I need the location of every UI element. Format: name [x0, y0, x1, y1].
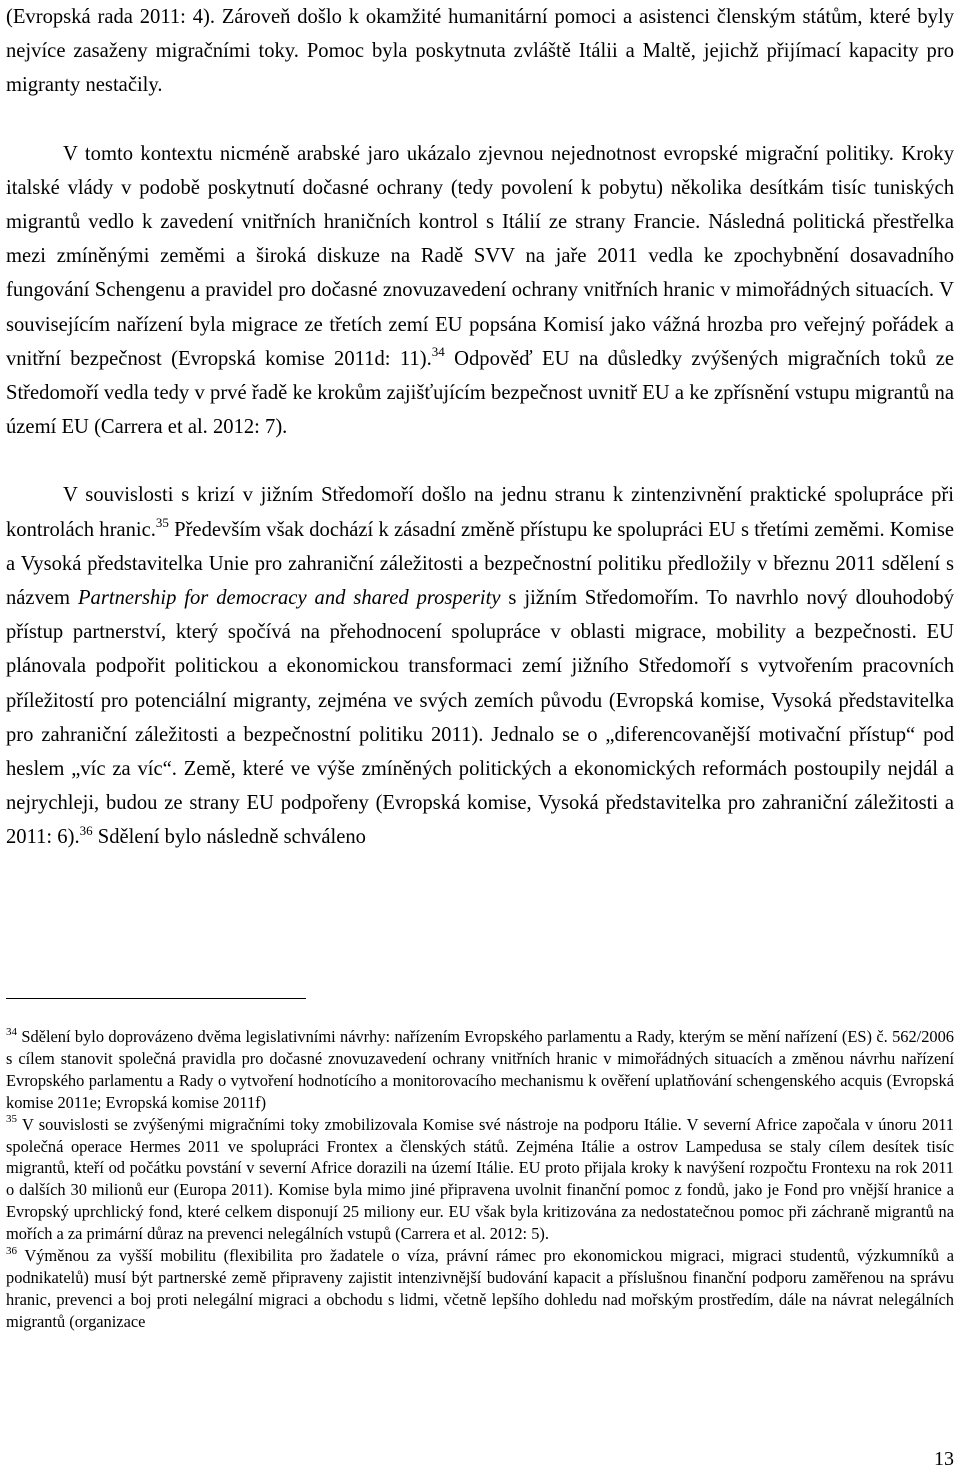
- paragraph-3-text-b: Především však dochází k zásadní změně přístupu ke spolupráci EU s třetími zeměmi. Komise a Vysoká představitelka Unie pro zahraniční záležitosti a bezpečnostní politiku předložily v březnu 2011 sdělení s názvem: [6, 518, 954, 610]
- paragraph-gap: [6, 103, 954, 137]
- main-text: [6, 0, 954, 855]
- paragraph-1: (Evropská rada 2011: 4). Zároveň došlo k okamžité humanitární pomoci a asistenci členským státům, které byly nejvíce zasaženy migračními toky. Pomoc byla poskytnuta zvláště Itálii a Maltě, jejichž přijímací kapacity pro migranty nestačily.: [6, 6, 954, 97]
- page-number: 13: [934, 1448, 954, 1470]
- paragraph-2-text-a: V tomto kontextu nicméně arabské jaro ukázalo zjevnou nejednotnost evropské migrační politiky. Kroky italské vlády v podobě poskytnutí dočasné ochrany (tedy povolení k pobytu) několika desítkám tisíc tuniských migrantů vedlo k zavedení vnitřních hraničních kontrol s Itálií ze strany Francie. Následná politická přestřelka mezi zmíněnými zeměmi a široká diskuze na Radě SVV na jaře 2011 vedla ke zpochybnění dosavadního fungování Schengenu a pravidel pro dočasné znovuzavedení ochrany vnitřních hranic v mimořádných situacích. V souvisejícím nařízení byla migrace ze třetích zemí EU popsána Komisí jako vážná hrozba pro veřejný pořádek a vnitřní bezpečnost (Evropská komise 2011d: 11).: [6, 142, 954, 370]
- footnote-number: 36: [6, 1244, 17, 1257]
- communication-title: Partnership for democracy and shared prosperity: [77, 587, 501, 610]
- footnote-text: V souvislosti se zvýšenými migračními toky zmobilizovala Komise své nástroje na podporu Itálie. V severní Africe započala v únoru 2011 společná operace Hermes 2011 ve spolupráci Frontex a členských států. Zejména Itálie a ostrov Lampedusa se staly cílem desítek tisíc migrantů, kteří od počátku povstání v severní Africe dorazili na území Itálie. EU proto přijala kroky k navýšení rozpočtu Frontexu na rok 2011 o dalších 30 milionů eur (Europa 2011). Komise byla mimo jiné připravena uvolnit finanční pomoc z fondů, jako je Fond pro vnější hranice a Evropský uprchlický fond, které celkem disponují 25 miliony eur. EU však byla kritizována za nedostatečnou pomoc při záchraně migrantů na mořích a za primární důraz na prevenci nelegálních vstupů (Carrera et al. 2012: 5).: [6, 1114, 954, 1244]
- paragraph-3-text-d: Sdělení bylo následně schváleno: [92, 826, 366, 849]
- footnote-34: [6, 1026, 954, 1114]
- footnotes: [6, 1026, 954, 1333]
- footnote-separator: [6, 998, 306, 999]
- document-page: [6, 0, 954, 1331]
- footnote-text: Výměnou za vyšší mobilitu (flexibilita pro žadatele o víza, právní rámec pro ekonomickou migraci, migraci studentů, výzkumníků a podnikatelů) musí být partnerské země připraveny zajistit intenzivnější budování kapacit a příslušnou finanční podporu zaměřenou na správu hranic, prevenci a boj proti nelegální migraci a obchodu s lidmi, včetně lepšího dohledu nad mořským prostředím, dále na návrat nelegálních migrantů (organizace: [6, 1246, 954, 1331]
- paragraph-gap: [6, 444, 954, 478]
- footnote-ref-34[interactable]: 34: [431, 343, 445, 359]
- footnote-35: [6, 1114, 954, 1245]
- footnote-number: 34: [6, 1025, 17, 1038]
- paragraph-3: [6, 478, 954, 854]
- footnote-36: [6, 1245, 954, 1333]
- paragraph-2: [6, 137, 954, 445]
- footnote-ref-36[interactable]: 36: [79, 822, 93, 838]
- footnote-text: Sdělení bylo doprovázeno dvěma legislativními návrhy: nařízením Evropského parlamentu a Rady, kterým se mění nařízení (ES) č. 562/2006 s cílem stanovit společná pravidla pro dočasné znovuzavedení ochrany vnitřních hranic v mimořádných situacích a změnou návrhu nařízení Evropského parlamentu a Rady o vytvoření hodnotícího a monitorovacího mechanismu k ověření uplatňování schengenského acquis (Evropská komise 2011e; Evropská komise 2011f): [6, 1027, 954, 1112]
- paragraph-3-text-c: s jižním Středomořím. To navrhlo nový dlouhodobý přístup partnerství, který spočívá na přehodnocení spolupráce v oblasti migrace, mobility a bezpečnosti. EU plánovala podpořit politickou a ekonomickou transformaci zemí jižního Středomoří s vytvořením pracovních příležitostí pro potenciální migranty, zejména ve svých zemích původu (Evropská komise, Vysoká představitelka pro zahraniční záležitosti a bezpečnostní politiku 2011). Jednalo se o „diferencovanější motivační přístup“ pod heslem „víc za víc“. Země, které ve výše zmíněných politických a ekonomických reformách postoupily nejdál a nejrychleji, budou ze strany EU podpořeny (Evropská komise, Vysoká představitelka pro zahraniční záležitosti a 2011: 6).: [6, 587, 954, 849]
- footnote-number: 35: [6, 1113, 17, 1126]
- footnote-ref-35[interactable]: 35: [155, 514, 169, 530]
- paragraph-3-text-a: V souvislosti s krizí v jižním Středomoří došlo na jednu stranu k zintenzivnění praktické spolupráce při kontrolách hranic.: [6, 484, 954, 541]
- paragraph-2-text-b: Odpověď EU na důsledky zvýšených migračních toků ze Středomoří vedla tedy v prvé řadě ke krokům zajišťujícím bezpečnost uvnitř EU a ke zpřísnění vstupu migrantů na území EU (Carrera et al. 2012: 7).: [6, 347, 954, 439]
